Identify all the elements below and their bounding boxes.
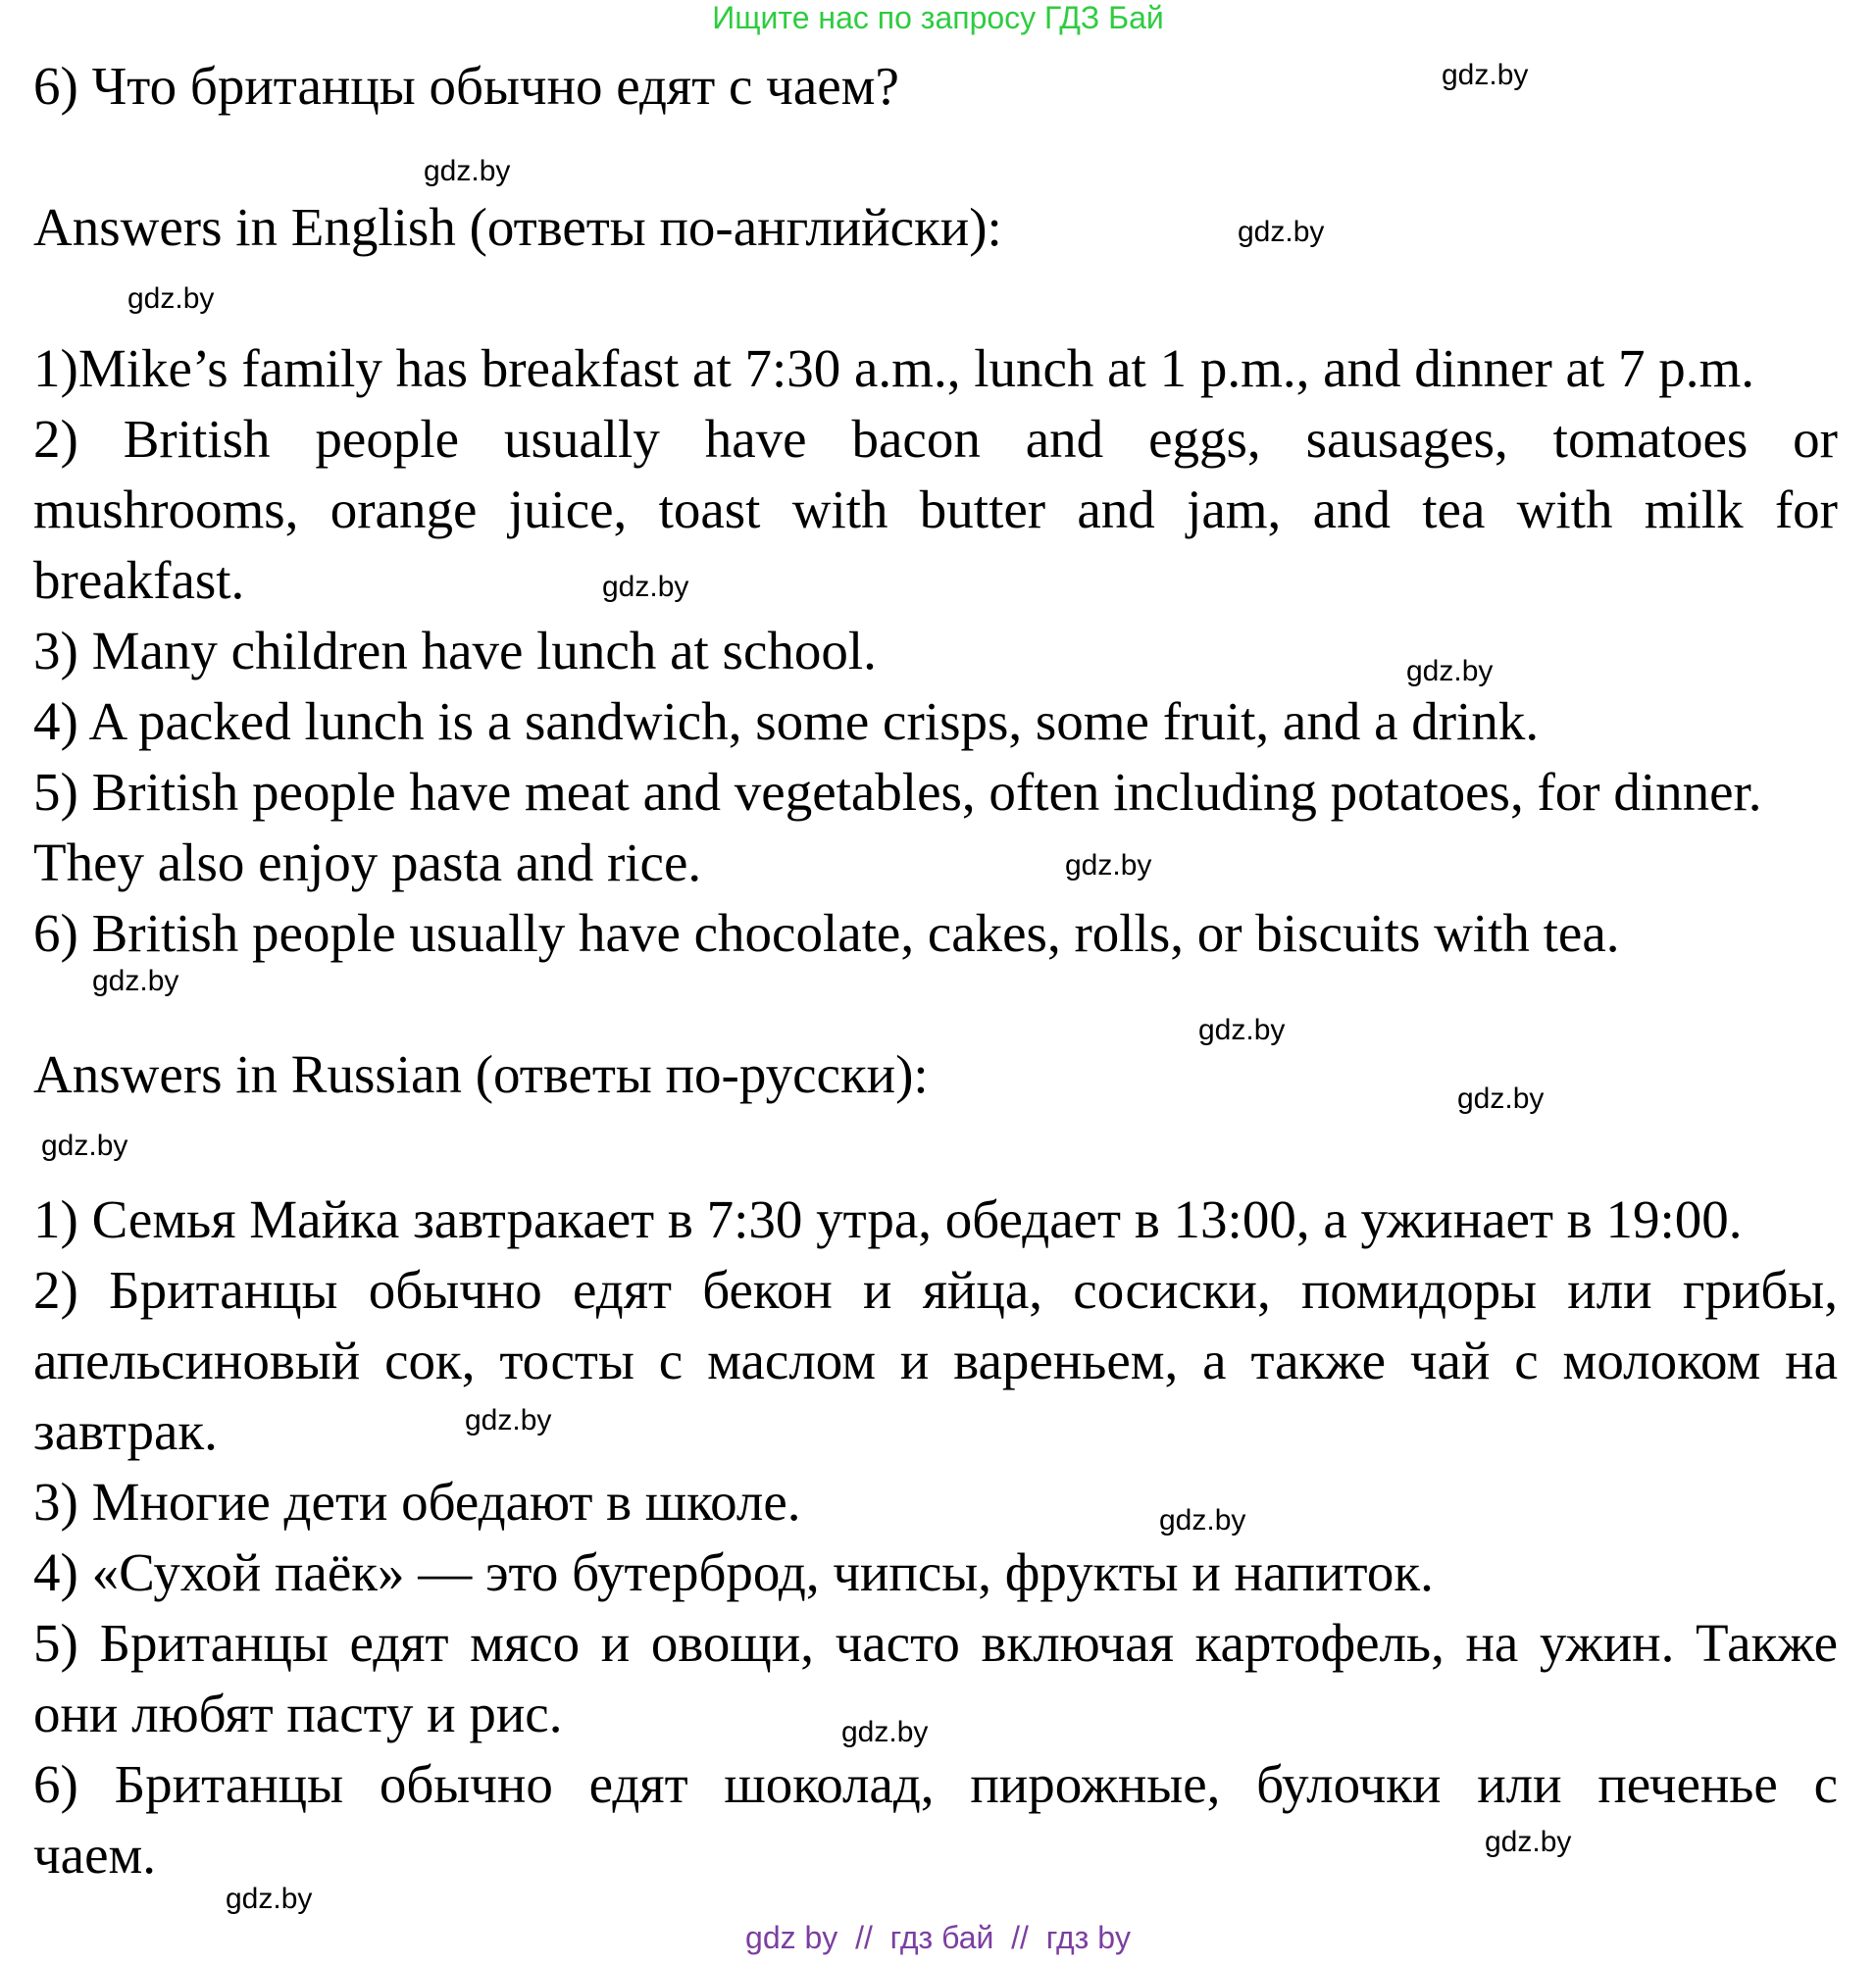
russian-answer-5-line-2: они любят пасту и рис.	[33, 1684, 563, 1743]
watermark: gdz.by	[1442, 59, 1529, 91]
russian-answer-2-line-1: 2) Британцы обычно едят бекон и яйца, сосиски, помидоры или грибы,	[33, 1260, 1838, 1320]
watermark: gdz.by	[1198, 1014, 1286, 1046]
russian-answer-4: 4) «Сухой паёк» — это бутерброд, чипсы, фрукты и напиток.	[33, 1542, 1434, 1602]
watermark: gdz.by	[1457, 1083, 1545, 1115]
watermark: gdz.by	[127, 282, 215, 315]
english-answer-2-line-1: 2) British people usually have bacon and eggs, sausages, tomatoes or	[33, 409, 1838, 469]
russian-answer-5-line-1: 5) Британцы едят мясо и овощи, часто включая картофель, на ужин. Также	[33, 1613, 1838, 1673]
russian-answer-1: 1) Семья Майка завтракает в 7:30 утра, обедает в 13:00, а ужинает в 19:00.	[33, 1189, 1743, 1249]
watermark: gdz.by	[1065, 849, 1152, 882]
english-answer-2-line-2: mushrooms, orange juice, toast with butter and jam, and tea with milk for	[33, 479, 1838, 539]
russian-answer-6-line-1: 6) Британцы обычно едят шоколад, пирожные, булочки или печенье с	[33, 1754, 1838, 1814]
english-answer-4: 4) A packed lunch is a sandwich, some crisps, some fruit, and a drink.	[33, 691, 1540, 751]
english-heading: Answers in English (ответы по-английски):	[33, 197, 1002, 257]
watermark: gdz.by	[41, 1130, 128, 1162]
russian-answer-6-line-2: чаем.	[33, 1825, 157, 1885]
search-hint-banner: Ищите нас по запросу ГДЗ Бай	[712, 0, 1164, 35]
watermark: gdz.by	[1406, 655, 1494, 687]
russian-answer-2-line-3: завтрак.	[33, 1401, 218, 1461]
watermark: gdz.by	[465, 1404, 552, 1436]
watermark: gdz.by	[92, 965, 179, 997]
english-answer-3: 3) Many children have lunch at school.	[33, 621, 877, 680]
watermark: gdz.by	[424, 155, 511, 187]
english-answer-5-line-1: 5) British people have meat and vegetables, often including potatoes, for dinner.	[33, 762, 1762, 822]
question-6: 6) Что британцы обычно едят с чаем?	[33, 56, 899, 116]
watermark: gdz.by	[1485, 1826, 1572, 1858]
site-footer: gdz by // гдз бай // гдз by	[745, 1920, 1131, 1955]
watermark: gdz.by	[841, 1716, 929, 1748]
english-answer-5-line-2: They also enjoy pasta and rice.	[33, 832, 702, 892]
english-answer-2-line-3: breakfast.	[33, 550, 245, 610]
watermark: gdz.by	[1159, 1504, 1246, 1537]
english-answer-6: 6) British people usually have chocolate, cakes, rolls, or biscuits with tea.	[33, 903, 1620, 963]
watermark: gdz.by	[226, 1883, 313, 1915]
russian-heading: Answers in Russian (ответы по-русски):	[33, 1044, 929, 1104]
english-answer-1: 1)Mike’s family has breakfast at 7:30 a.m., lunch at 1 p.m., and dinner at 7 p.m.	[33, 338, 1755, 398]
russian-answer-3: 3) Многие дети обедают в школе.	[33, 1472, 801, 1532]
russian-answer-2-line-2: апельсиновый сок, тосты с маслом и вареньем, а также чай с молоком на	[33, 1331, 1838, 1390]
watermark: gdz.by	[1238, 216, 1325, 248]
watermark: gdz.by	[602, 571, 689, 603]
